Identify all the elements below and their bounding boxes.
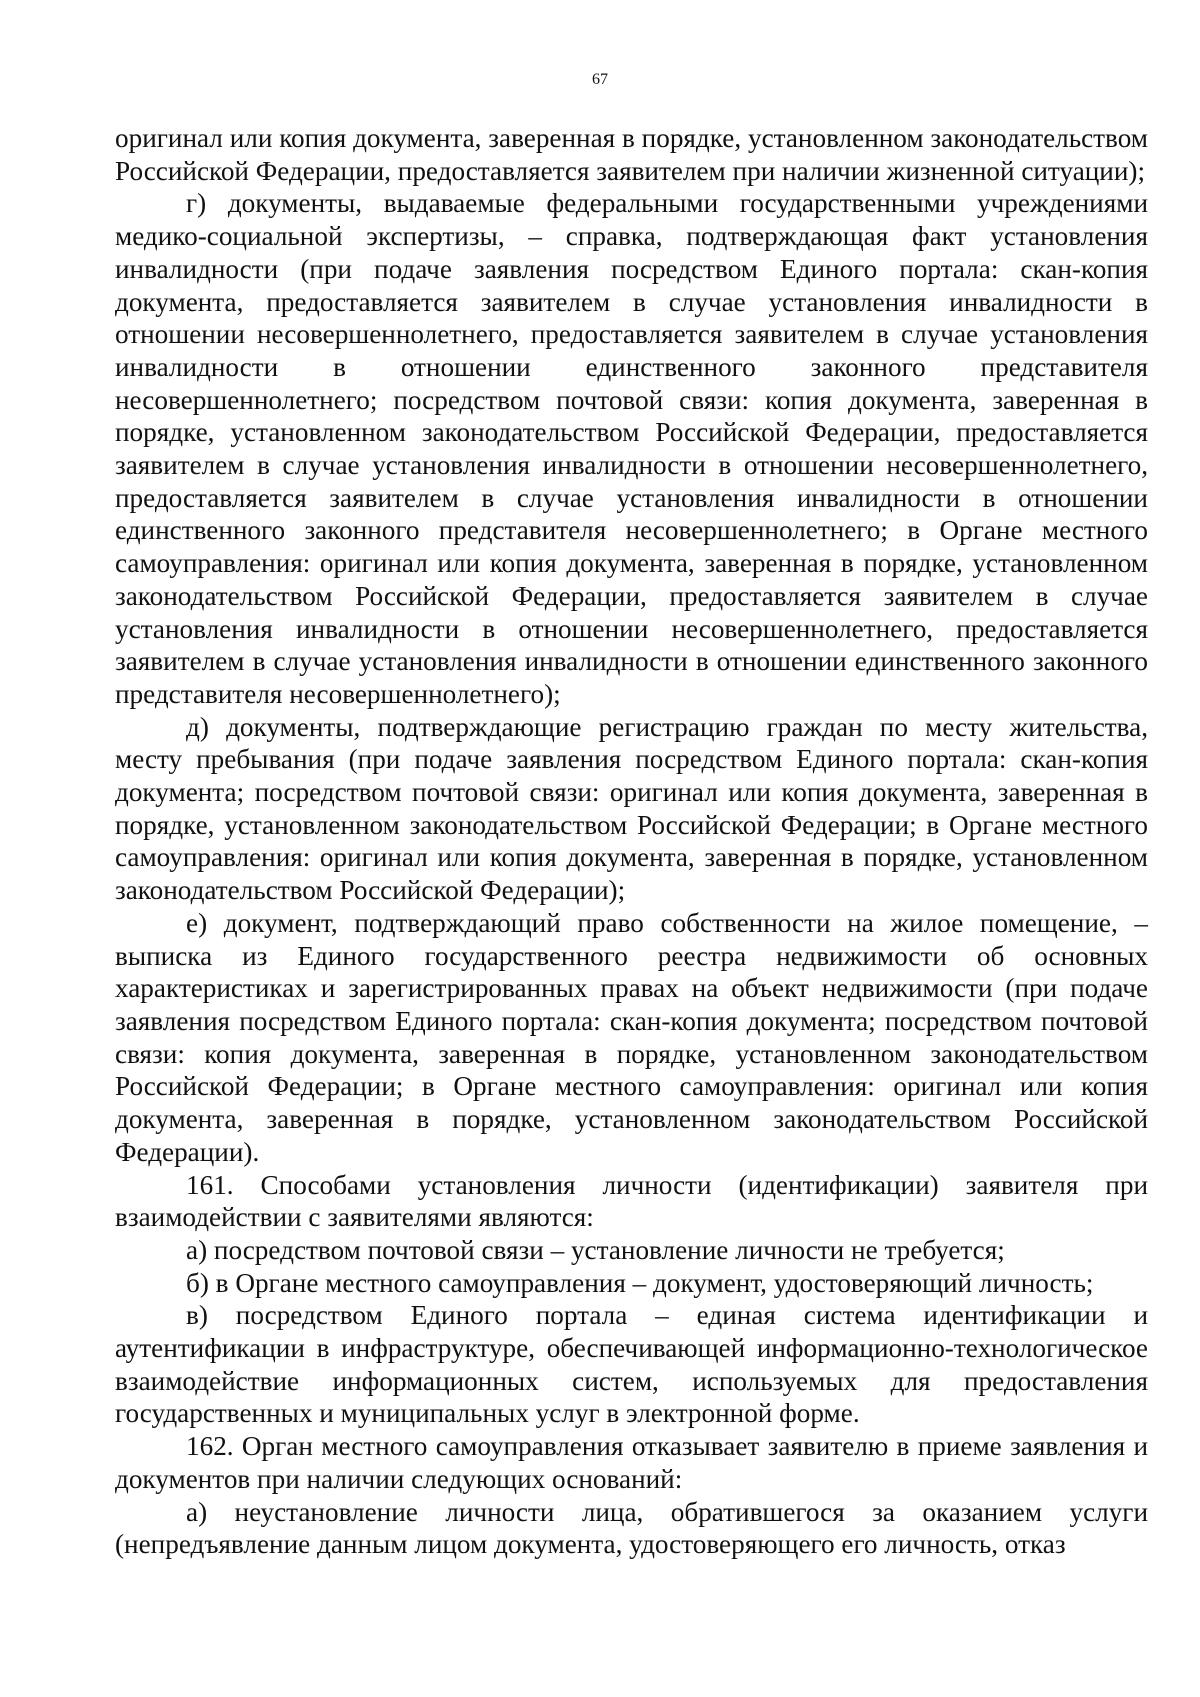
paragraph-162-a: а) неустановление личности лица, обратившегося за оказанием услуги (непредъявление данным лицом документа, удостоверяющего его личность, отказ	[115, 1496, 1148, 1560]
paragraph-161: 161. Способами установления личности (идентификации) заявителя при взаимодействии с заявителями являются:	[115, 1169, 1148, 1233]
document-body	[115, 122, 1148, 1561]
paragraph-161-a: а) посредством почтовой связи – установление личности не требуется;	[186, 1234, 1005, 1265]
paragraph-161-v: в) посредством Единого портала – единая система идентификации и аутентификации в инфраструктуре, обеспечивающей информационно-технологическое взаимодействие информационных систем, используемых для предоставления государственных и муниципальных услуг в электронной форме.	[115, 1300, 1148, 1429]
paragraph-162: 162. Орган местного самоуправления отказывает заявителю в приеме заявления и документов при наличии следующих оснований:	[115, 1431, 1148, 1494]
paragraph-item-g: г) документы, выдаваемые федеральными государственными учреждениями медико-социальной экспертизы, – справка, подтверждающая факт установления инвалидности (при подаче заявления посредством Единого портала: скан-копия документа, предоставляется заявителем в случае установления инвалидности в отношении несовершеннолетнего, предоставляется заявителем в случае установления инвалидности в отношении единственного законного представителя несовершеннолетнего; посредством почтовой связи: копия документа, заверенная в порядке, установленном законодательством Российской Федерации, предоставляется заявителем в случае установления инвалидности в отношении несовершеннолетнего, предоставляется заявителем в случае установления инвалидности в отношении единственного законного представителя несовершеннолетнего; в Органе местного самоуправления: оригинал или копия документа, заверенная в порядке, установленном законодательством Российской Федерации, предоставляется заявителем в случае установления инвалидности в отношении несовершеннолетнего, предоставляется заявителем в случае установления инвалидности в отношении единственного законного представителя несовершеннолетнего);	[115, 188, 1148, 709]
paragraph-continuation: оригинал или копия документа, заверенная в порядке, установленном законодательством Российской Федерации, предоставляется заявителем при наличии жизненной ситуации);	[115, 123, 1148, 186]
paragraph-item-e: е) документ, подтверждающий право собственности на жилое помещение, – выписка из Единого государственного реестра недвижимости об основных характеристиках и зарегистрированных правах на объект недвижимости (при подаче заявления посредством Единого портала: скан-копия документа; посредством почтовой связи: копия документа, заверенная в порядке, установленном законодательством Российской Федерации; в Органе местного самоуправления: оригинал или копия документа, заверенная в порядке, установленном законодательством Российской Федерации).	[115, 907, 1148, 1167]
paragraph-161-b: б) в Органе местного самоуправления – документ, удостоверяющий личность;	[186, 1267, 1094, 1298]
paragraph-item-d: д) документы, подтверждающие регистрацию граждан по месту жительства, месту пребывания (при подаче заявления посредством Единого портала: скан-копия документа; посредством почтовой связи: оригинал или копия документа, заверенная в порядке, установленном законодательством Российской Федерации; в Органе местного самоуправления: оригинал или копия документа, заверенная в порядке, установленном законодательством Российской Федерации);	[115, 711, 1148, 906]
page-number: 67	[592, 71, 608, 88]
